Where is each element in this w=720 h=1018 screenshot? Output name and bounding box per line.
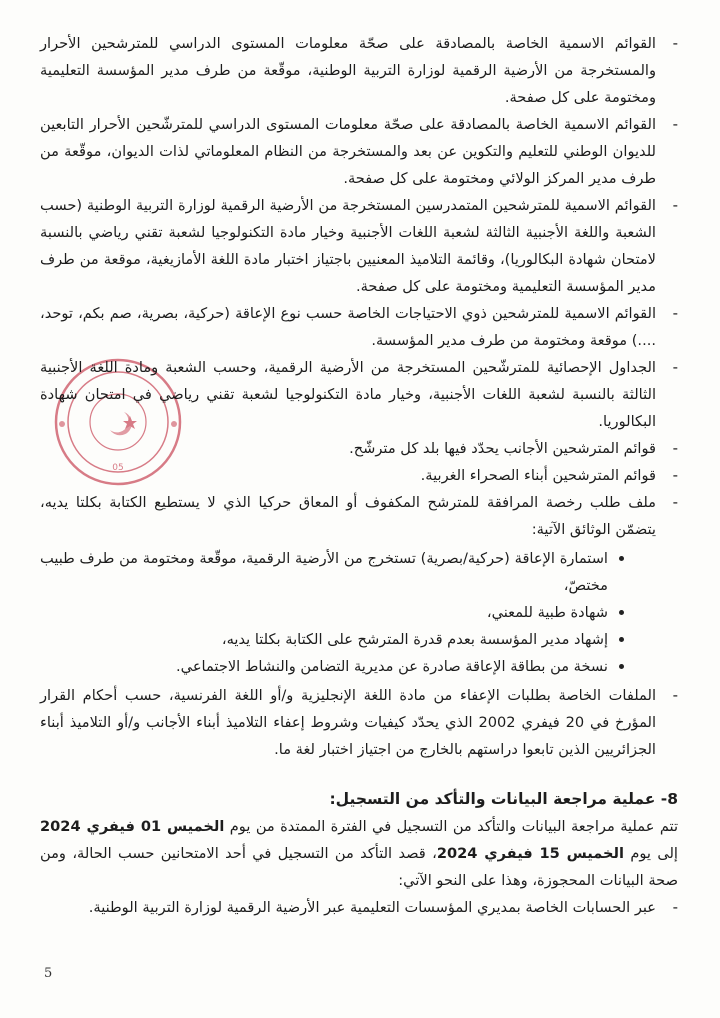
list-item: - قوائم المترشحين أبناء الصحراء الغربية.	[420, 466, 678, 484]
list-item: - القوائم الاسمية الخاصة بالمصادقة على صحّة معلومات المستوى الدراسي للمترشحين الأحرار والمستخرجة من الأرضية الرقمية لوزارة التربية الوطنية، موقّعة من طرف مدير المؤسسة التعليمية ومختومة على كل صفحة.	[40, 34, 678, 106]
svg-text:05: 05	[112, 463, 124, 473]
list-item: - القوائم الاسمية للمترشحين المتمدرسين المستخرجة من الأرضية الرقمية لوزارة التربية الوطنية (حسب الشعبة واللغة الأجنبية الثالثة لشعبة اللغات الأجنبية وخيار مادة التكنولوجيا لشعبة تقني رياضي بالنسبة لامتحان شهادة البكالوريا)، وقائمة التلاميذ المعنيين باجتياز اختبار مادة اللغة الأمازيغية، موقعة من طرف مدير المؤسسة التعليمية ومختومة على كل صفحة.	[40, 196, 678, 295]
list-item: - الجداول الإحصائية للمترشّحين المستخرجة من الأرضية الرقمية، وحسب الشعبة ومادة اللغة الأجنبية الثالثة بالنسبة لشعبة اللغات الأجنبية، وخيار مادة التكنولوجيا لشعبة تقني رياضي في امتحان شهادة البكالوريا.	[40, 358, 678, 430]
sub-list-item: إشهاد مدير المؤسسة بعدم قدرة المترشح على الكتابة بكلتا يديه،	[40, 626, 626, 653]
page-number: 5	[44, 966, 53, 981]
list-item: - القوائم الاسمية للمترشحين ذوي الاحتياجات الخاصة حسب نوع الإعاقة (حركية، بصرية، صم بكم، توحد، ....) موقعة ومختومة من طرف مدير المؤسسة.	[40, 304, 678, 349]
sub-list-item: نسخة من بطاقة الإعاقة صادرة عن مديرية التضامن والنشاط الاجتماعي.	[40, 653, 626, 680]
list-item: - القوائم الاسمية الخاصة بالمصادقة على صحّة معلومات المستوى الدراسي للمترشّحين الأحرار التابعين للديوان الوطني للتعليم والتكوين عن بعد والمستخرجة من النظام المعلوماتي لذات الديوان، موقّعة من طرف مدير المركز الولائي ومختومة على كل صفحة.	[40, 115, 678, 187]
list-item: - عبر الحسابات الخاصة بمديري المؤسسات التعليمية عبر الأرضية الرقمية لوزارة التربية الوطنية.	[88, 898, 678, 916]
list-item: - ملف طلب رخصة المرافقة للمترشح المكفوف أو المعاق حركيا الذي لا يستطيع الكتابة بكلتا يديه، يتضمّن الوثائق الآتية:	[40, 493, 678, 538]
document-body	[40, 30, 678, 921]
section-paragraph: تتم عملية مراجعة البيانات والتأكد من التسجيل في الفترة الممتدة من يوم الخميس 01 فيفري 2024 إلى يوم الخميس 15 فيفري 2024، قصد التأكد من التسجيل في أحد الامتحانين حسب الحالة، ومن صحة البيانات المحجوزة، وهذا على النحو الآتي:	[40, 818, 679, 889]
sub-list-item: شهادة طبية للمعني،	[40, 599, 626, 626]
sub-list-item: استمارة الإعاقة (حركية/بصرية) تستخرج من الأرضية الرقمية، موقّعة ومختومة من طرف طبيب مختصّ،	[40, 545, 626, 599]
list-item: - الملفات الخاصة بطلبات الإعفاء من مادة اللغة الإنجليزية و/أو اللغة الفرنسية، حسب أحكام القرار المؤرخ في 20 فيفري 2002 الذي يحدّد كيفيات وشروط إعفاء التلاميذ أبناء الأجانب و/أو التلاميذ أبناء الجزائريين الذين تابعوا دراستهم بالخارج من اجتياز اختبار لغة ما.	[40, 686, 678, 758]
list-item: - قوائم المترشحين الأجانب يحدّد فيها بلد كل مترشّح.	[349, 439, 678, 457]
end-date: الخميس 15 فيفري 2024	[436, 845, 624, 862]
sub-list	[40, 545, 678, 680]
start-date: الخميس 01 فيفري 2024	[40, 818, 225, 835]
section-title: 8- عملية مراجعة البيانات والتأكد من التسجيل:	[329, 790, 678, 808]
